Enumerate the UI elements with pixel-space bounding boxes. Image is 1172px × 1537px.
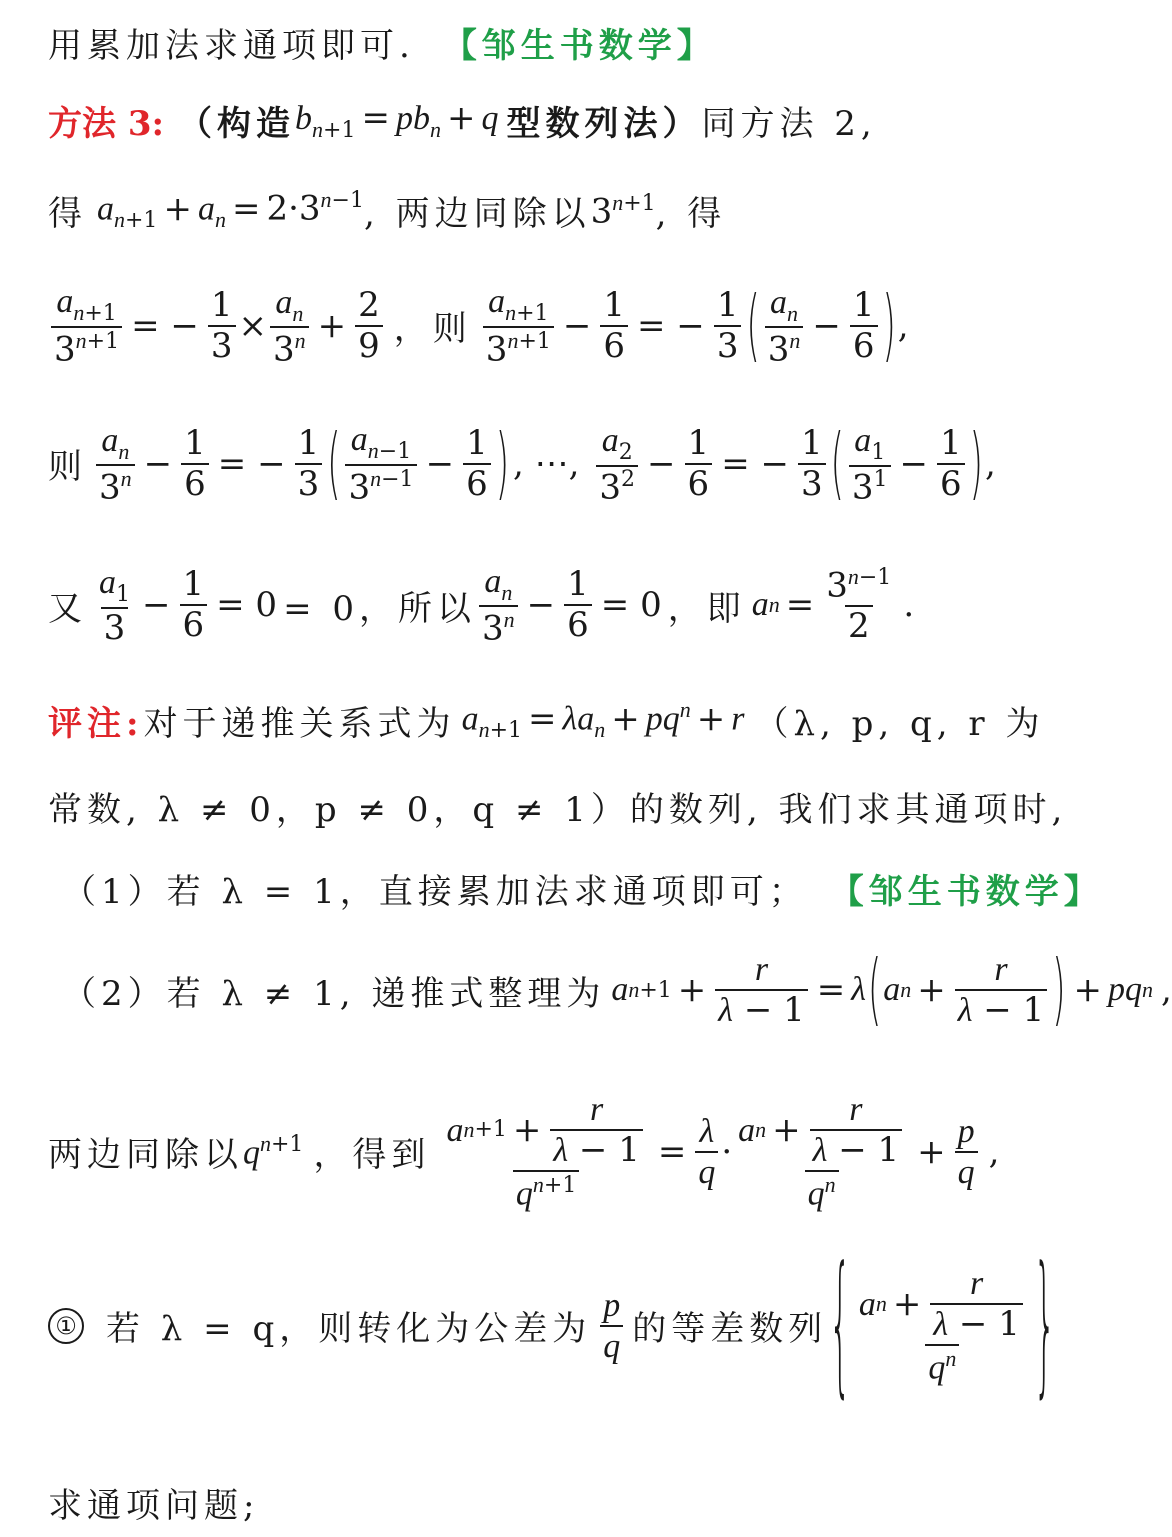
circled-number-1: ① bbox=[48, 1308, 84, 1344]
formula-5a: $\frac{a_n}{3^n}$ − $\frac{1}{6}$ = − $\frac{1}{3}$ ( $\frac{a_{n-1}}{3^{n-1}}$ − $\frac{1}{6}$ ) bbox=[93, 420, 511, 508]
formula-recurrence: $a_{n+1} = \lambda a_n + pq^n + r$ bbox=[461, 697, 745, 744]
line-6-start: 又 bbox=[48, 588, 87, 629]
formula-6c: a n = $\frac{3^{n-1}}{2}$ bbox=[751, 564, 892, 647]
watermark-tag: 【邹生书数学】 bbox=[442, 26, 716, 66]
line-3: 得 $a_{n+1} + a_n = 2\cdot 3^{n-1}$ , 两边同除以 $3^{n+1}$ , 得 bbox=[48, 187, 727, 234]
line-3-a: 得 bbox=[48, 194, 87, 234]
line-2 bbox=[48, 96, 877, 145]
method-label: 方法 3: bbox=[48, 104, 165, 144]
formula-sum: $a_{n+1} + a_n = 2\cdot 3^{n-1}$ bbox=[97, 187, 364, 234]
line-6-zero: = 0，所以 bbox=[283, 588, 477, 629]
formula-10: a n +1 + $\frac{r}{\lambda - 1}$ = λ ( a n + $\frac{r}{\lambda - 1}$ ) + pq n bbox=[611, 944, 1154, 1037]
formula-6b: $\frac{a_n}{3^n}$ − $\frac{1}{6}$ = 0 bbox=[476, 562, 668, 649]
formula-4b: $\frac{a_{n+1}}{3^{n+1}}$ − $\frac{1}{6}$ = − $\frac{1}{3}$ ( $\frac{a_n}{3^n}$ − $\frac{1}{6}$ ) bbox=[480, 282, 898, 370]
line-11-mid: ，得到 bbox=[313, 1135, 431, 1176]
line-3-c: , 得 bbox=[655, 194, 727, 234]
line-10 bbox=[62, 944, 1172, 1037]
formula-6a: $\frac{a_1}{3}$ − $\frac{1}{6}$ = 0 bbox=[99, 563, 278, 648]
line-5-end: , bbox=[984, 443, 996, 484]
line-4 bbox=[48, 279, 909, 372]
line-8 bbox=[48, 782, 1067, 831]
line-10-text: （2）若 λ ≠ 1, 递推式整理为 bbox=[62, 973, 606, 1014]
watermark-tag-2: 【邹生书数学】 bbox=[829, 872, 1103, 912]
line-6-end: . bbox=[903, 585, 915, 626]
comment-label: 评注: bbox=[48, 704, 144, 744]
method-open: （构造 bbox=[178, 104, 296, 144]
line-7-text: 对于递推关系式为 bbox=[143, 704, 456, 744]
formula-12a: $\frac{p}{q}$ bbox=[597, 1286, 626, 1366]
line-11-end: , bbox=[988, 1131, 1000, 1172]
line-7 bbox=[48, 696, 1044, 745]
method-tail: 同方法 2, bbox=[701, 104, 877, 144]
line-12 bbox=[48, 1235, 1058, 1416]
formula-11: a n +1 + $\frac{r}{\lambda - 1}$ $q^{n+1}$ = $\frac{\lambda}{q}$ · a n + $\frac{r}{\lambda - 1}$ $q^n$ + $\frac{p}{q}$ bbox=[440, 1090, 980, 1214]
formula-12b: { a n + $\frac{r}{\lambda - 1}$ $q^n$ } bbox=[829, 1235, 1056, 1416]
line-1-text: 用累加法求通项即可. bbox=[48, 26, 415, 66]
line-4-sep: ，则 bbox=[393, 309, 472, 350]
line-11: 两边同除以 $q^{n+1}$ ，得到 a n +1 + $\frac{r}{\lambda - 1}$ $q^{n+1}$ = $\frac{\lambda}{q}$ · a n + $\frac{r}{\lambda - 1}$ $q^n$ + $\frac{p}{q}$ , bbox=[48, 1091, 1000, 1213]
line-6-ji: ，即 bbox=[667, 588, 746, 629]
line-5 bbox=[48, 417, 996, 510]
line-13 bbox=[48, 1478, 259, 1527]
line-6 bbox=[48, 562, 914, 649]
formula-4a: $\frac{a_{n+1}}{3^{n+1}}$ = − $\frac{1}{3}$ × $\frac{a_n}{3^n}$ + $\frac{2}{9}$ bbox=[48, 282, 386, 370]
line-11-text: 两边同除以 bbox=[48, 1135, 243, 1176]
line-9-text: （1）若 λ = 1，直接累加法求通项即可； bbox=[62, 872, 808, 912]
line-5-dots: , ⋯, bbox=[512, 443, 580, 484]
formula-5b: $\frac{a_2}{3^2}$ − $\frac{1}{6}$ = − $\frac{1}{3}$ ( $\frac{a_1}{3^1}$ − $\frac{1}{6}$ ) bbox=[593, 421, 985, 508]
line-5-start: 则 bbox=[48, 447, 87, 488]
line-3-b: , 两边同除以 bbox=[363, 194, 591, 234]
method-close: 型数列法） bbox=[506, 104, 702, 144]
formula-bn: $b_{n+1} = pb_n + q$ bbox=[295, 98, 499, 143]
line-10-end: , bbox=[1161, 970, 1172, 1011]
line-8-text: 常数, λ ≠ 0，p ≠ 0，q ≠ 1）的数列, 我们求其通项时, bbox=[48, 790, 1068, 830]
line-4-end: , bbox=[897, 305, 909, 346]
line-12-mid: 的等差数列 bbox=[632, 1309, 828, 1350]
line-7-tail: （λ, p, q, r 为 bbox=[754, 704, 1045, 744]
line-1 bbox=[48, 18, 716, 67]
line-9 bbox=[62, 864, 1103, 913]
line-13-text: 求通项问题; bbox=[48, 1486, 260, 1526]
line-12-text: 若 λ = q，则转化为公差为 bbox=[106, 1309, 592, 1350]
